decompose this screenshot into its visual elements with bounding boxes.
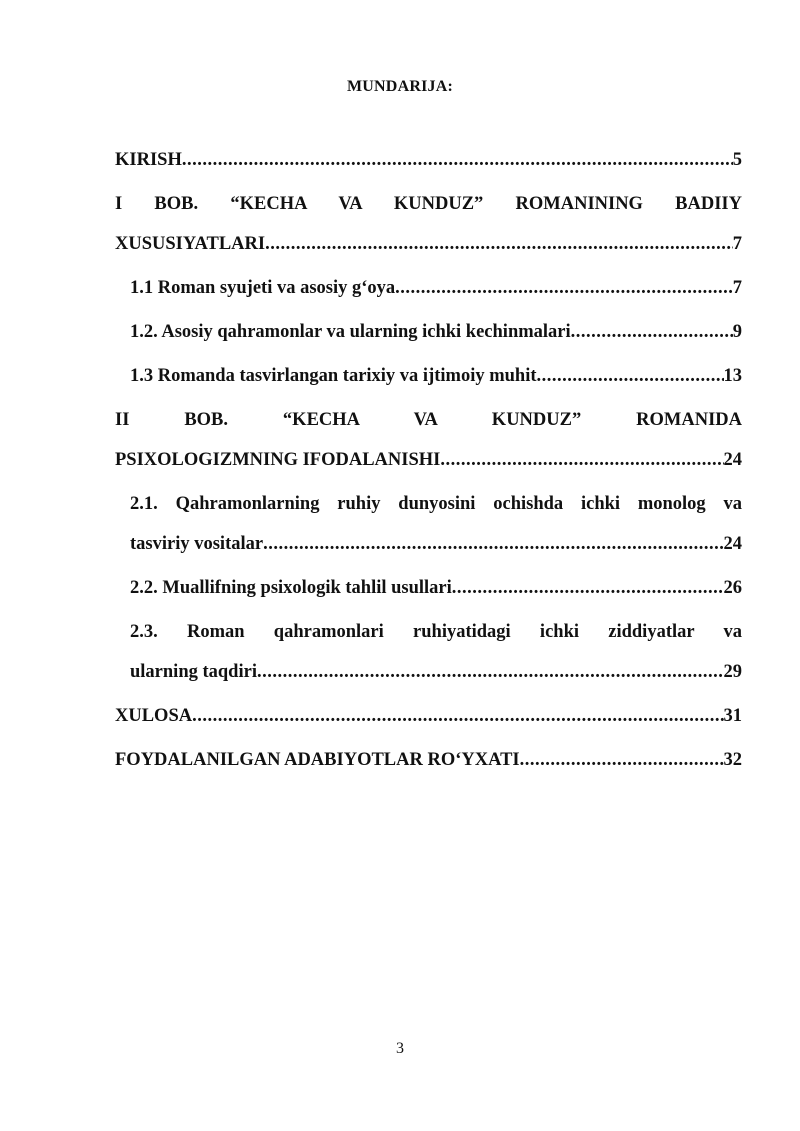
toc-entry-2-2[interactable]: [115, 568, 742, 608]
toc-entry-text: FOYDALANILGAN ADABIYOTLAR RO‘YXATI: [115, 750, 520, 770]
toc-page-number: 13: [723, 366, 742, 386]
toc-leader-dots: [182, 140, 733, 180]
toc-page-number: 5: [732, 150, 742, 170]
toc-page-number: 24: [723, 450, 742, 470]
toc-leader-dots: [395, 268, 733, 308]
toc-leader-dots: [571, 312, 733, 352]
toc-entry-text: II BOB. “KECHA VA KUNDUZ” ROMANIDA: [115, 410, 742, 430]
toc-entry-text: 2.3. Roman qahramonlari ruhiyatidagi ichki ziddiyatlar va: [130, 622, 742, 642]
toc-leader-dots: [537, 356, 724, 396]
toc-leader-dots: [265, 224, 733, 264]
toc-entry-text: I BOB. “KECHA VA KUNDUZ” ROMANINING BADIIY: [115, 194, 742, 214]
table-of-contents: [115, 140, 742, 780]
toc-leader-dots: [257, 652, 724, 692]
toc-entry-1-1[interactable]: [115, 268, 742, 308]
toc-entry-kirish[interactable]: [115, 140, 742, 180]
toc-leader-dots: [192, 696, 723, 736]
toc-entry-text: 2.2. Muallifning psixologik tahlil usullari: [130, 578, 452, 598]
toc-leader-dots: [452, 568, 724, 608]
toc-entry-text: XUSUSIYATLARI: [115, 234, 266, 254]
toc-entry-text: 1.2. Asosiy qahramonlar va ularning ichki kechinmalari: [130, 322, 571, 342]
toc-page-number: 7: [732, 278, 742, 298]
toc-entry-xulosa[interactable]: [115, 696, 742, 736]
toc-entry-1-3[interactable]: [115, 356, 742, 396]
toc-page-number: 31: [723, 706, 742, 726]
toc-entry-chapter-1[interactable]: [115, 184, 742, 264]
toc-page-number: 24: [723, 534, 742, 554]
toc-entry-2-3[interactable]: [115, 612, 742, 692]
toc-entry-text: ularning taqdiri: [130, 662, 257, 682]
toc-page-number: 9: [732, 322, 742, 342]
toc-page-number: 29: [723, 662, 742, 682]
toc-entry-references[interactable]: [115, 740, 742, 780]
toc-entry-text: tasviriy vositalar: [130, 534, 264, 554]
toc-entry-text: KIRISH: [115, 150, 182, 170]
toc-title: MUNDARIJA:: [347, 78, 453, 95]
toc-leader-dots: [520, 740, 724, 780]
toc-entry-text: 1.3 Romanda tasvirlangan tarixiy va ijtimoiy muhit: [130, 366, 537, 386]
toc-entry-text: 2.1. Qahramonlarning ruhiy dunyosini ochishda ichki monolog va: [130, 494, 742, 514]
toc-leader-dots: [440, 440, 723, 480]
toc-page-number: 7: [732, 234, 742, 254]
toc-leader-dots: [263, 524, 723, 564]
toc-entry-chapter-2[interactable]: [115, 400, 742, 480]
toc-entry-2-1[interactable]: [115, 484, 742, 564]
toc-entry-text: PSIXOLOGIZMNING IFODALANISHI: [115, 450, 441, 470]
toc-entry-text: 1.1 Roman syujeti va asosiy g‘oya: [130, 278, 396, 298]
toc-page-number: 26: [723, 578, 742, 598]
page-number: 3: [396, 1040, 404, 1057]
toc-page-number: 32: [723, 750, 742, 770]
toc-entry-1-2[interactable]: [115, 312, 742, 352]
toc-entry-text: XULOSA: [115, 706, 193, 726]
